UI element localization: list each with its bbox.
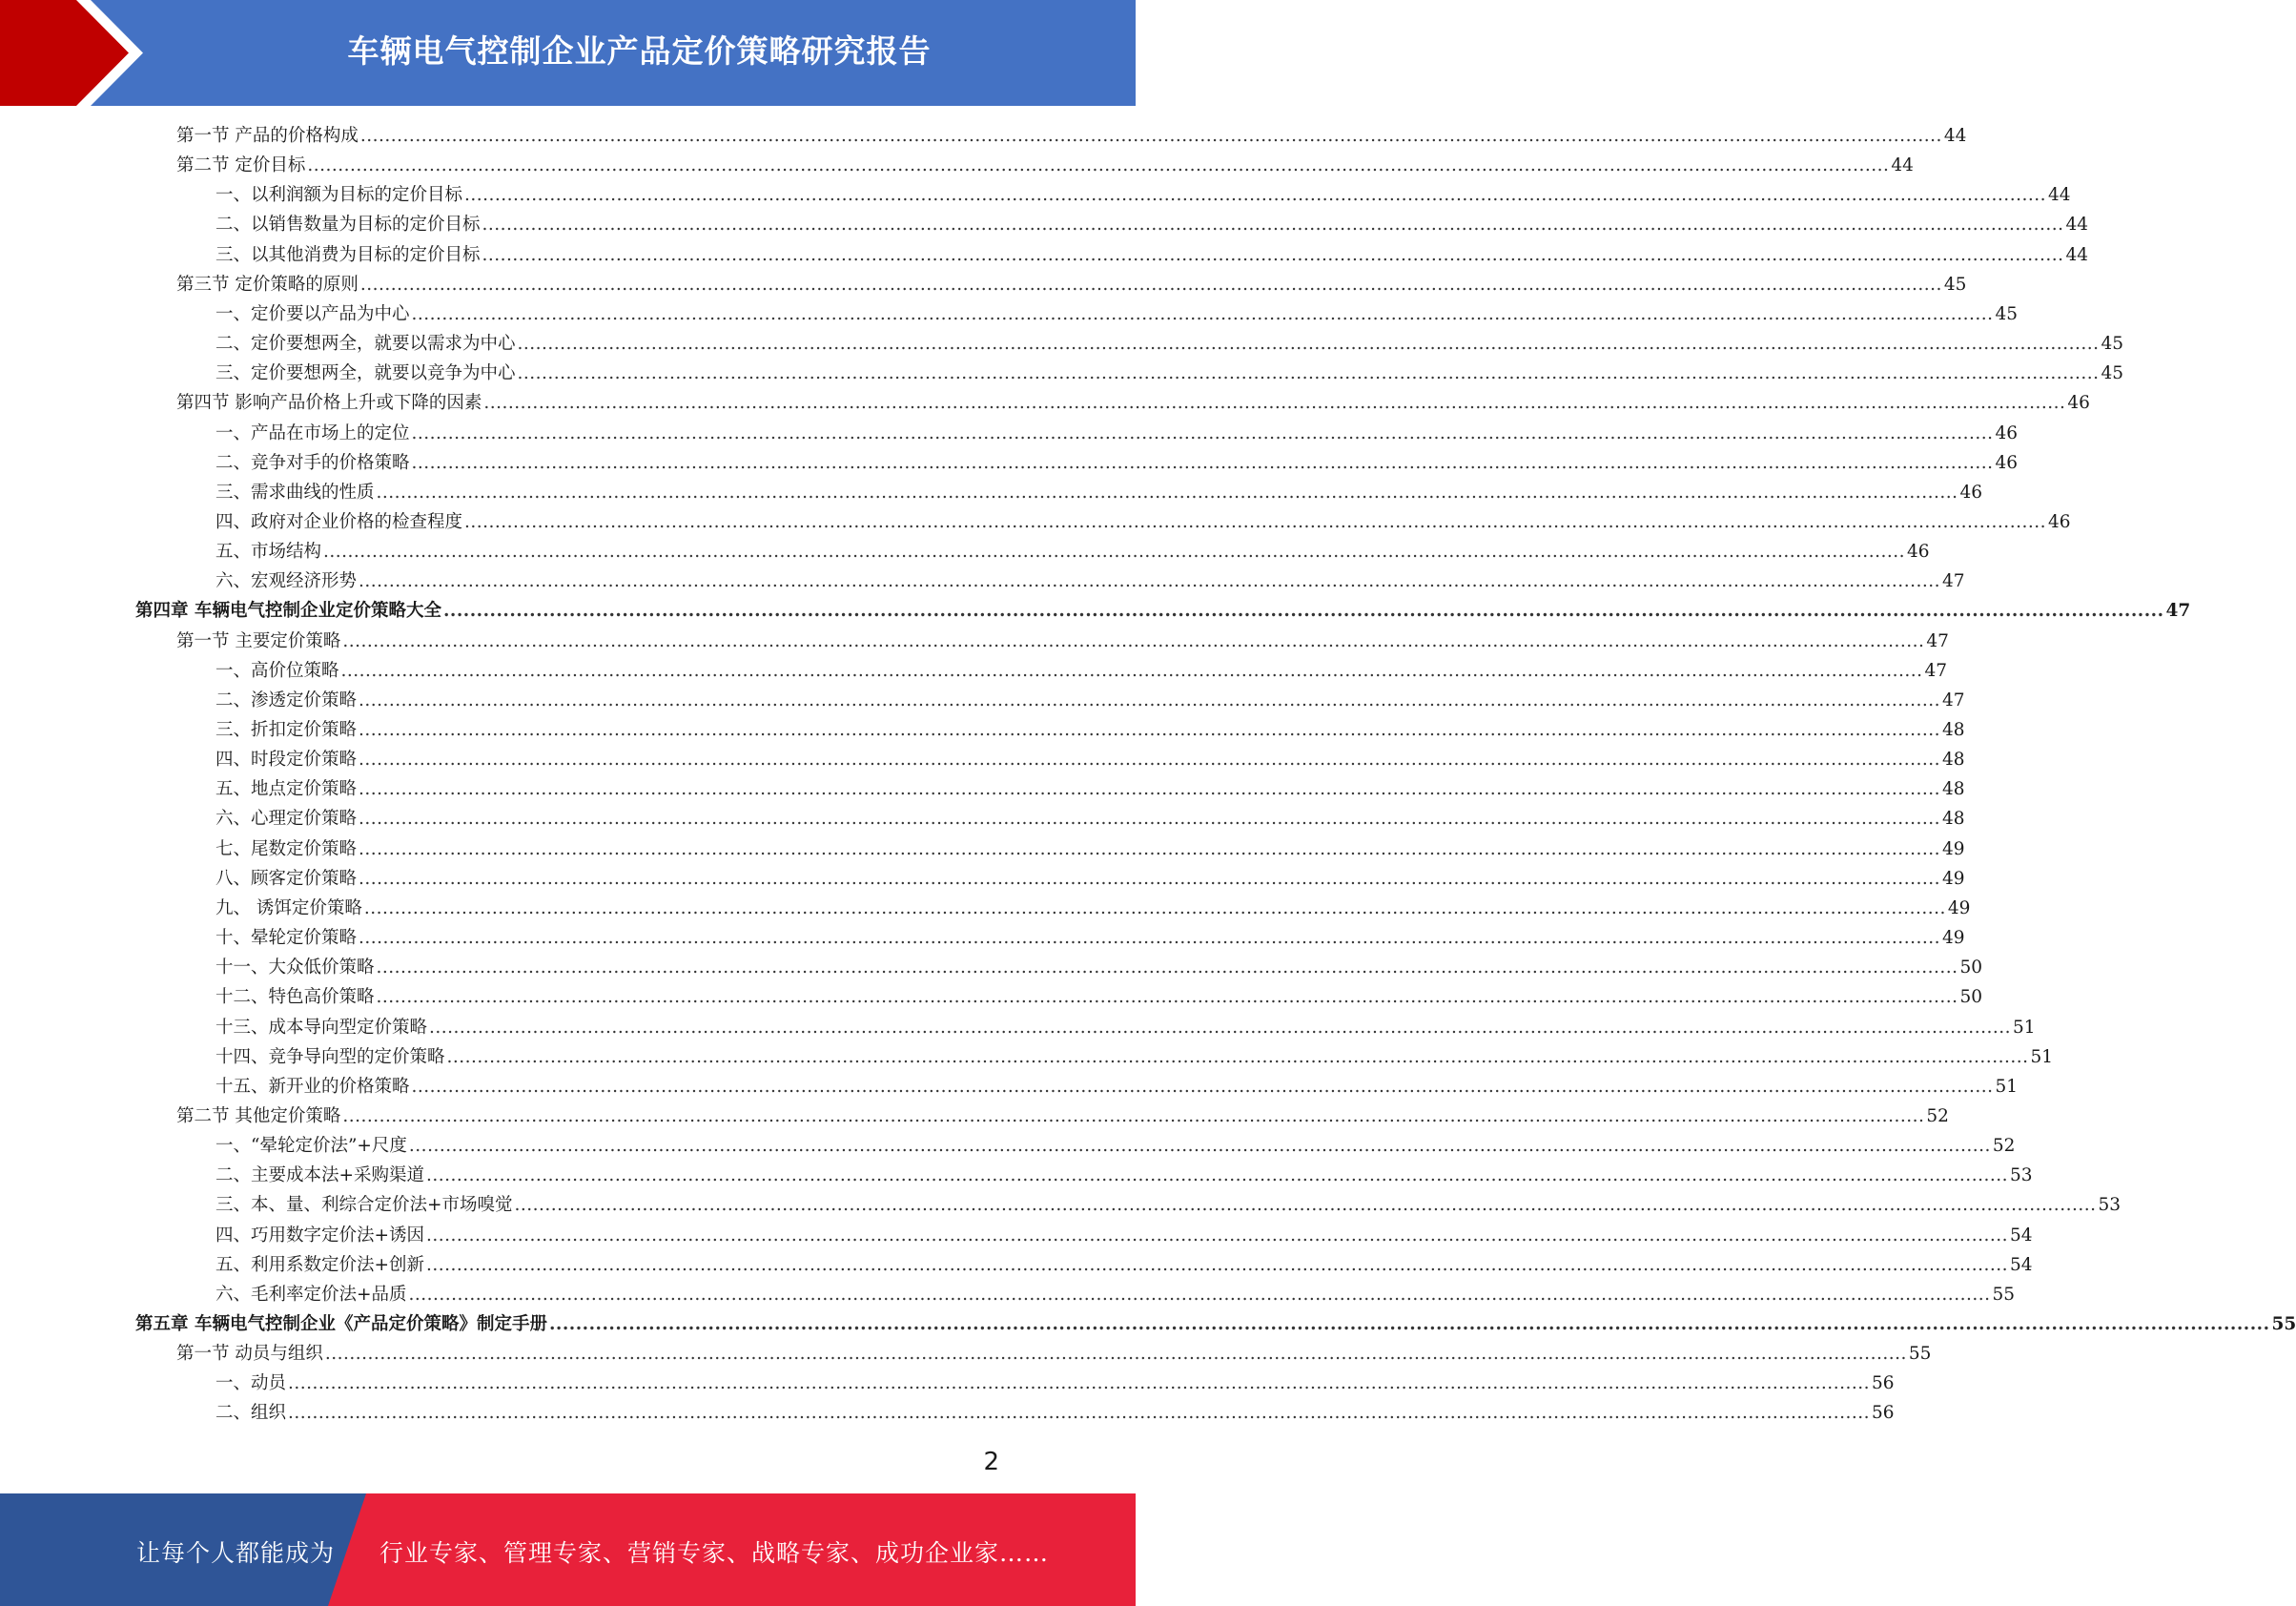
toc-entry-title: 四、政府对企业价格的检查程度 (215, 511, 463, 532)
toc-entry-page-number: 46 (1995, 422, 2019, 443)
toc-dot-leader: .................................................................................................................................................................................................................................................................... (548, 1314, 2270, 1334)
toc-entry-page-number: 46 (1906, 542, 1930, 563)
toc-entry-title: 第一节 产品的价格构成 (176, 126, 359, 146)
toc-dot-leader: .................................................................................................................................................................................................................................................................... (426, 1165, 2008, 1186)
toc-entry-page-number: 46 (2047, 511, 2071, 532)
toc-entry-title: 第四节 影响产品价格上升或下降的因素 (176, 393, 482, 414)
toc-dot-leader: .................................................................................................................................................................................................................................................................... (442, 601, 2164, 622)
toc-entry-title: 四、巧用数字定价法+诱因 (215, 1225, 425, 1246)
toc-entry-page-number: 48 (1941, 809, 1965, 830)
toc-dot-leader: .................................................................................................................................................................................................................................................................... (307, 155, 1890, 176)
page-header (0, 0, 1136, 106)
toc-entry-title: 九、 诱饵定价策略 (215, 897, 362, 918)
toc-entry-title: 第五章 车辆电气控制企业《产品定价策略》制定手册 (135, 1314, 547, 1334)
toc-entry-title: 八、顾客定价策略 (215, 868, 358, 889)
toc-entry-title: 三、需求曲线的性质 (215, 482, 375, 503)
toc-entry-title: 二、竞争对手的价格策略 (215, 452, 410, 473)
toc-dot-leader: .................................................................................................................................................................................................................................................................... (359, 868, 1940, 889)
toc-entry-title: 五、市场结构 (215, 542, 322, 563)
toc-entry-title: 一、定价要以产品为中心 (215, 303, 410, 324)
toc-entry-title: 一、高价位策略 (215, 660, 339, 681)
toc-entry-page-number: 49 (1947, 897, 1971, 918)
toc-entry-page-number: 47 (2165, 601, 2191, 622)
toc-entry-page-number: 46 (2067, 393, 2090, 414)
toc-entry-item[interactable] (215, 745, 1965, 774)
toc-dot-leader: .................................................................................................................................................................................................................................................................... (376, 957, 1958, 978)
toc-entry-title: 一、“晕轮定价法”+尺度 (215, 1136, 407, 1157)
toc-dot-leader: .................................................................................................................................................................................................................................................................... (359, 571, 1940, 592)
toc-entry-item[interactable] (215, 715, 1965, 745)
toc-entry-page-number: 45 (1995, 303, 2019, 324)
toc-entry-item[interactable] (215, 686, 1965, 715)
toc-dot-leader: .................................................................................................................................................................................................................................................................... (482, 215, 2064, 236)
toc-dot-leader: .................................................................................................................................................................................................................................................................... (408, 1284, 1991, 1305)
toc-entry-item[interactable] (215, 1072, 2019, 1102)
toc-entry-page-number: 56 (1871, 1403, 1895, 1424)
toc-entry-item[interactable] (215, 656, 1948, 686)
toc-entry-title: 二、主要成本法+采购渠道 (215, 1165, 425, 1186)
toc-entry-section[interactable] (176, 627, 1949, 656)
toc-entry-page-number: 48 (1941, 720, 1965, 740)
toc-entry-chapter[interactable] (135, 596, 2191, 626)
toc-entry-page-number: 44 (2047, 185, 2071, 206)
toc-entry-item[interactable] (215, 982, 1983, 1012)
toc-entry-item[interactable] (215, 834, 1965, 864)
toc-entry-item[interactable] (215, 210, 2089, 239)
toc-entry-item[interactable] (215, 299, 2019, 329)
toc-dot-leader: .................................................................................................................................................................................................................................................................... (359, 928, 1940, 949)
toc-dot-leader: .................................................................................................................................................................................................................................................................... (446, 1046, 2029, 1067)
toc-entry-title: 五、地点定价策略 (215, 779, 358, 800)
toc-entry-title: 第四章 车辆电气控制企业定价策略大全 (135, 601, 441, 622)
toc-entry-page-number: 50 (1959, 987, 1983, 1008)
toc-dot-leader: .................................................................................................................................................................................................................................................................... (342, 630, 1925, 651)
toc-entry-title: 十三、成本导向型定价策略 (215, 1017, 428, 1038)
toc-entry-page-number: 52 (1926, 1105, 1949, 1126)
toc-dot-leader: .................................................................................................................................................................................................................................................................... (411, 303, 1994, 324)
toc-entry-title: 十五、新开业的价格策略 (215, 1076, 410, 1097)
toc-entry-item[interactable] (215, 448, 2019, 478)
toc-entry-title: 二、渗透定价策略 (215, 690, 358, 710)
toc-dot-leader: .................................................................................................................................................................................................................................................................... (464, 185, 2046, 206)
toc-entry-section[interactable] (176, 1102, 1949, 1131)
toc-entry-item[interactable] (215, 180, 2071, 210)
toc-entry-title: 第三节 定价策略的原则 (176, 274, 359, 295)
toc-entry-page-number: 44 (1891, 155, 1914, 176)
toc-dot-leader: .................................................................................................................................................................................................................................................................... (288, 1403, 1870, 1424)
toc-entry-item[interactable] (215, 1221, 2033, 1250)
toc-entry-item[interactable] (215, 1131, 2016, 1161)
toc-entry-page-number: 44 (2065, 215, 2089, 236)
toc-entry-page-number: 51 (2030, 1046, 2054, 1067)
toc-entry-title: 三、以其他消费为目标的定价目标 (215, 244, 481, 265)
toc-entry-page-number: 54 (2009, 1254, 2033, 1275)
toc-dot-leader: .................................................................................................................................................................................................................................................................... (359, 690, 1940, 710)
toc-entry-page-number: 45 (2101, 334, 2124, 355)
toc-dot-leader: .................................................................................................................................................................................................................................................................... (363, 897, 1946, 918)
page-footer (0, 1493, 1136, 1606)
toc-entry-title: 六、心理定价策略 (215, 809, 358, 830)
toc-dot-leader: .................................................................................................................................................................................................................................................................... (359, 809, 1940, 830)
toc-entry-item[interactable] (215, 566, 1965, 596)
toc-entry-title: 五、利用系数定价法+创新 (215, 1254, 425, 1275)
toc-dot-leader: .................................................................................................................................................................................................................................................................... (376, 482, 1958, 503)
toc-dot-leader: .................................................................................................................................................................................................................................................................... (359, 750, 1940, 771)
toc-entry-title: 一、动员 (215, 1373, 287, 1394)
toc-entry-title: 二、定价要想两全，就要以需求为中心 (215, 334, 516, 355)
toc-entry-page-number: 52 (1992, 1136, 2016, 1157)
toc-entry-page-number: 50 (1959, 957, 1983, 978)
toc-entry-title: 六、毛利率定价法+品质 (215, 1284, 407, 1305)
toc-dot-leader: .................................................................................................................................................................................................................................................................... (342, 1105, 1925, 1126)
toc-entry-page-number: 55 (1908, 1344, 1932, 1365)
toc-entry-title: 十一、大众低价策略 (215, 957, 375, 978)
footer-slogan-left: 让每个人都能成为 (136, 1539, 336, 1567)
toc-entry-page-number: 48 (1941, 779, 1965, 800)
toc-dot-leader: .................................................................................................................................................................................................................................................................... (483, 393, 2066, 414)
toc-entry-item[interactable] (215, 537, 1930, 566)
toc-entry-page-number: 45 (1943, 274, 1967, 295)
toc-dot-leader: .................................................................................................................................................................................................................................................................... (323, 542, 1905, 563)
chevron-arrow-icon (0, 0, 153, 106)
toc-dot-leader: .................................................................................................................................................................................................................................................................... (324, 1344, 1907, 1365)
toc-dot-leader: .................................................................................................................................................................................................................................................................... (411, 422, 1994, 443)
toc-entry-title: 二、组织 (215, 1403, 287, 1424)
toc-entry-item[interactable] (215, 1013, 2036, 1042)
toc-entry-item[interactable] (215, 419, 2019, 448)
toc-entry-title: 二、以销售数量为目标的定价目标 (215, 215, 481, 236)
toc-entry-chapter[interactable] (135, 1309, 2296, 1339)
toc-entry-title: 四、时段定价策略 (215, 750, 358, 771)
toc-entry-title: 三、定价要想两全，就要以竞争为中心 (215, 363, 516, 384)
toc-dot-leader: .................................................................................................................................................................................................................................................................... (426, 1225, 2008, 1246)
toc-entry-page-number: 53 (2098, 1195, 2122, 1216)
toc-entry-page-number: 47 (1941, 571, 1965, 592)
toc-entry-page-number: 44 (1943, 126, 1967, 146)
toc-dot-leader: .................................................................................................................................................................................................................................................................... (359, 838, 1940, 859)
toc-dot-leader: .................................................................................................................................................................................................................................................................... (411, 1076, 1994, 1097)
toc-dot-leader: .................................................................................................................................................................................................................................................................... (426, 1254, 2008, 1275)
toc-entry-item[interactable] (215, 953, 1983, 982)
toc-entry-item[interactable] (215, 1161, 2033, 1190)
toc-entry-title: 三、折扣定价策略 (215, 720, 358, 740)
toc-entry-item[interactable] (215, 478, 1983, 507)
toc-dot-leader: .................................................................................................................................................................................................................................................................... (411, 452, 1994, 473)
toc-entry-page-number: 49 (1941, 838, 1965, 859)
toc-entry-item[interactable] (215, 1398, 1895, 1428)
footer-slogan-right: 行业专家、管理专家、营销专家、战略专家、成功企业家…… (379, 1539, 1050, 1567)
toc-entry-section[interactable] (176, 388, 2090, 418)
toc-dot-leader: .................................................................................................................................................................................................................................................................... (514, 1195, 2097, 1216)
toc-entry-section[interactable] (176, 270, 1967, 299)
toc-dot-leader: .................................................................................................................................................................................................................................................................... (376, 987, 1958, 1008)
toc-entry-item[interactable] (215, 1280, 2016, 1309)
toc-entry-page-number: 51 (1995, 1076, 2019, 1097)
toc-entry-page-number: 53 (2009, 1165, 2033, 1186)
toc-entry-page-number: 55 (1992, 1284, 2016, 1305)
toc-entry-page-number: 47 (1926, 630, 1949, 651)
toc-entry-page-number: 46 (1995, 452, 2019, 473)
toc-entry-page-number: 49 (1941, 928, 1965, 949)
toc-entry-title: 一、以利润额为目标的定价目标 (215, 185, 463, 206)
toc-entry-page-number: 47 (1941, 690, 1965, 710)
toc-entry-page-number: 55 (2271, 1314, 2296, 1334)
toc-dot-leader: .................................................................................................................................................................................................................................................................... (517, 363, 2100, 384)
toc-entry-item[interactable] (215, 1190, 2122, 1220)
toc-entry-item[interactable] (215, 359, 2124, 388)
toc-dot-leader: .................................................................................................................................................................................................................................................................... (408, 1136, 1991, 1157)
toc-dot-leader: .................................................................................................................................................................................................................................................................... (288, 1373, 1870, 1394)
toc-entry-title: 一、产品在市场上的定位 (215, 422, 410, 443)
toc-entry-page-number: 47 (1924, 660, 1948, 681)
toc-entry-item[interactable] (215, 329, 2124, 359)
toc-entry-title: 十、晕轮定价策略 (215, 928, 358, 949)
toc-entry-item[interactable] (215, 1042, 2054, 1072)
toc-dot-leader: .................................................................................................................................................................................................................................................................... (359, 779, 1940, 800)
toc-entry-title: 十二、特色高价策略 (215, 987, 375, 1008)
toc-entry-section[interactable] (176, 1339, 1932, 1369)
page-number: 2 (983, 1448, 999, 1476)
toc-entry-item[interactable] (215, 240, 2089, 270)
toc-entry-title: 第一节 主要定价策略 (176, 630, 341, 651)
toc-entry-title: 十四、竞争导向型的定价策略 (215, 1046, 445, 1067)
toc-entry-page-number: 51 (2012, 1017, 2036, 1038)
toc-entry-title: 第一节 动员与组织 (176, 1344, 323, 1365)
toc-dot-leader: .................................................................................................................................................................................................................................................................... (464, 511, 2046, 532)
toc-entry-page-number: 44 (2065, 244, 2089, 265)
toc-dot-leader: .................................................................................................................................................................................................................................................................... (340, 660, 1923, 681)
toc-entry-title: 六、宏观经济形势 (215, 571, 358, 592)
toc-entry-item[interactable] (215, 894, 1971, 923)
toc-entry-section[interactable] (176, 151, 1914, 180)
toc-entry-item[interactable] (215, 923, 1965, 953)
toc-entry-item[interactable] (215, 1369, 1895, 1398)
toc-entry-item[interactable] (215, 774, 1965, 804)
toc-entry-page-number: 54 (2009, 1225, 2033, 1246)
toc-dot-leader: .................................................................................................................................................................................................................................................................... (429, 1017, 2011, 1038)
toc-dot-leader: .................................................................................................................................................................................................................................................................... (517, 334, 2100, 355)
toc-entry-title: 七、尾数定价策略 (215, 838, 358, 859)
toc-entry-title: 第二节 定价目标 (176, 155, 306, 176)
toc-entry-page-number: 45 (2101, 363, 2124, 384)
toc-entry-item[interactable] (215, 804, 1965, 834)
toc-entry-title: 第二节 其他定价策略 (176, 1105, 341, 1126)
toc-entry-page-number: 56 (1871, 1373, 1895, 1394)
toc-entry-title: 三、本、量、利综合定价法+市场嗅觉 (215, 1195, 513, 1216)
toc-dot-leader: .................................................................................................................................................................................................................................................................... (359, 126, 1942, 146)
toc-entry-section[interactable] (176, 121, 1967, 151)
toc-entry-item[interactable] (215, 864, 1965, 894)
toc-dot-leader: .................................................................................................................................................................................................................................................................... (359, 274, 1942, 295)
toc-dot-leader: .................................................................................................................................................................................................................................................................... (359, 720, 1940, 740)
toc-entry-page-number: 49 (1941, 868, 1965, 889)
toc-dot-leader: .................................................................................................................................................................................................................................................................... (482, 244, 2064, 265)
toc-entry-page-number: 48 (1941, 750, 1965, 771)
toc-entry-item[interactable] (215, 1250, 2033, 1280)
report-title: 车辆电气控制企业产品定价策略研究报告 (347, 32, 932, 70)
toc-entry-item[interactable] (215, 507, 2071, 537)
toc-entry-page-number: 46 (1959, 482, 1983, 503)
